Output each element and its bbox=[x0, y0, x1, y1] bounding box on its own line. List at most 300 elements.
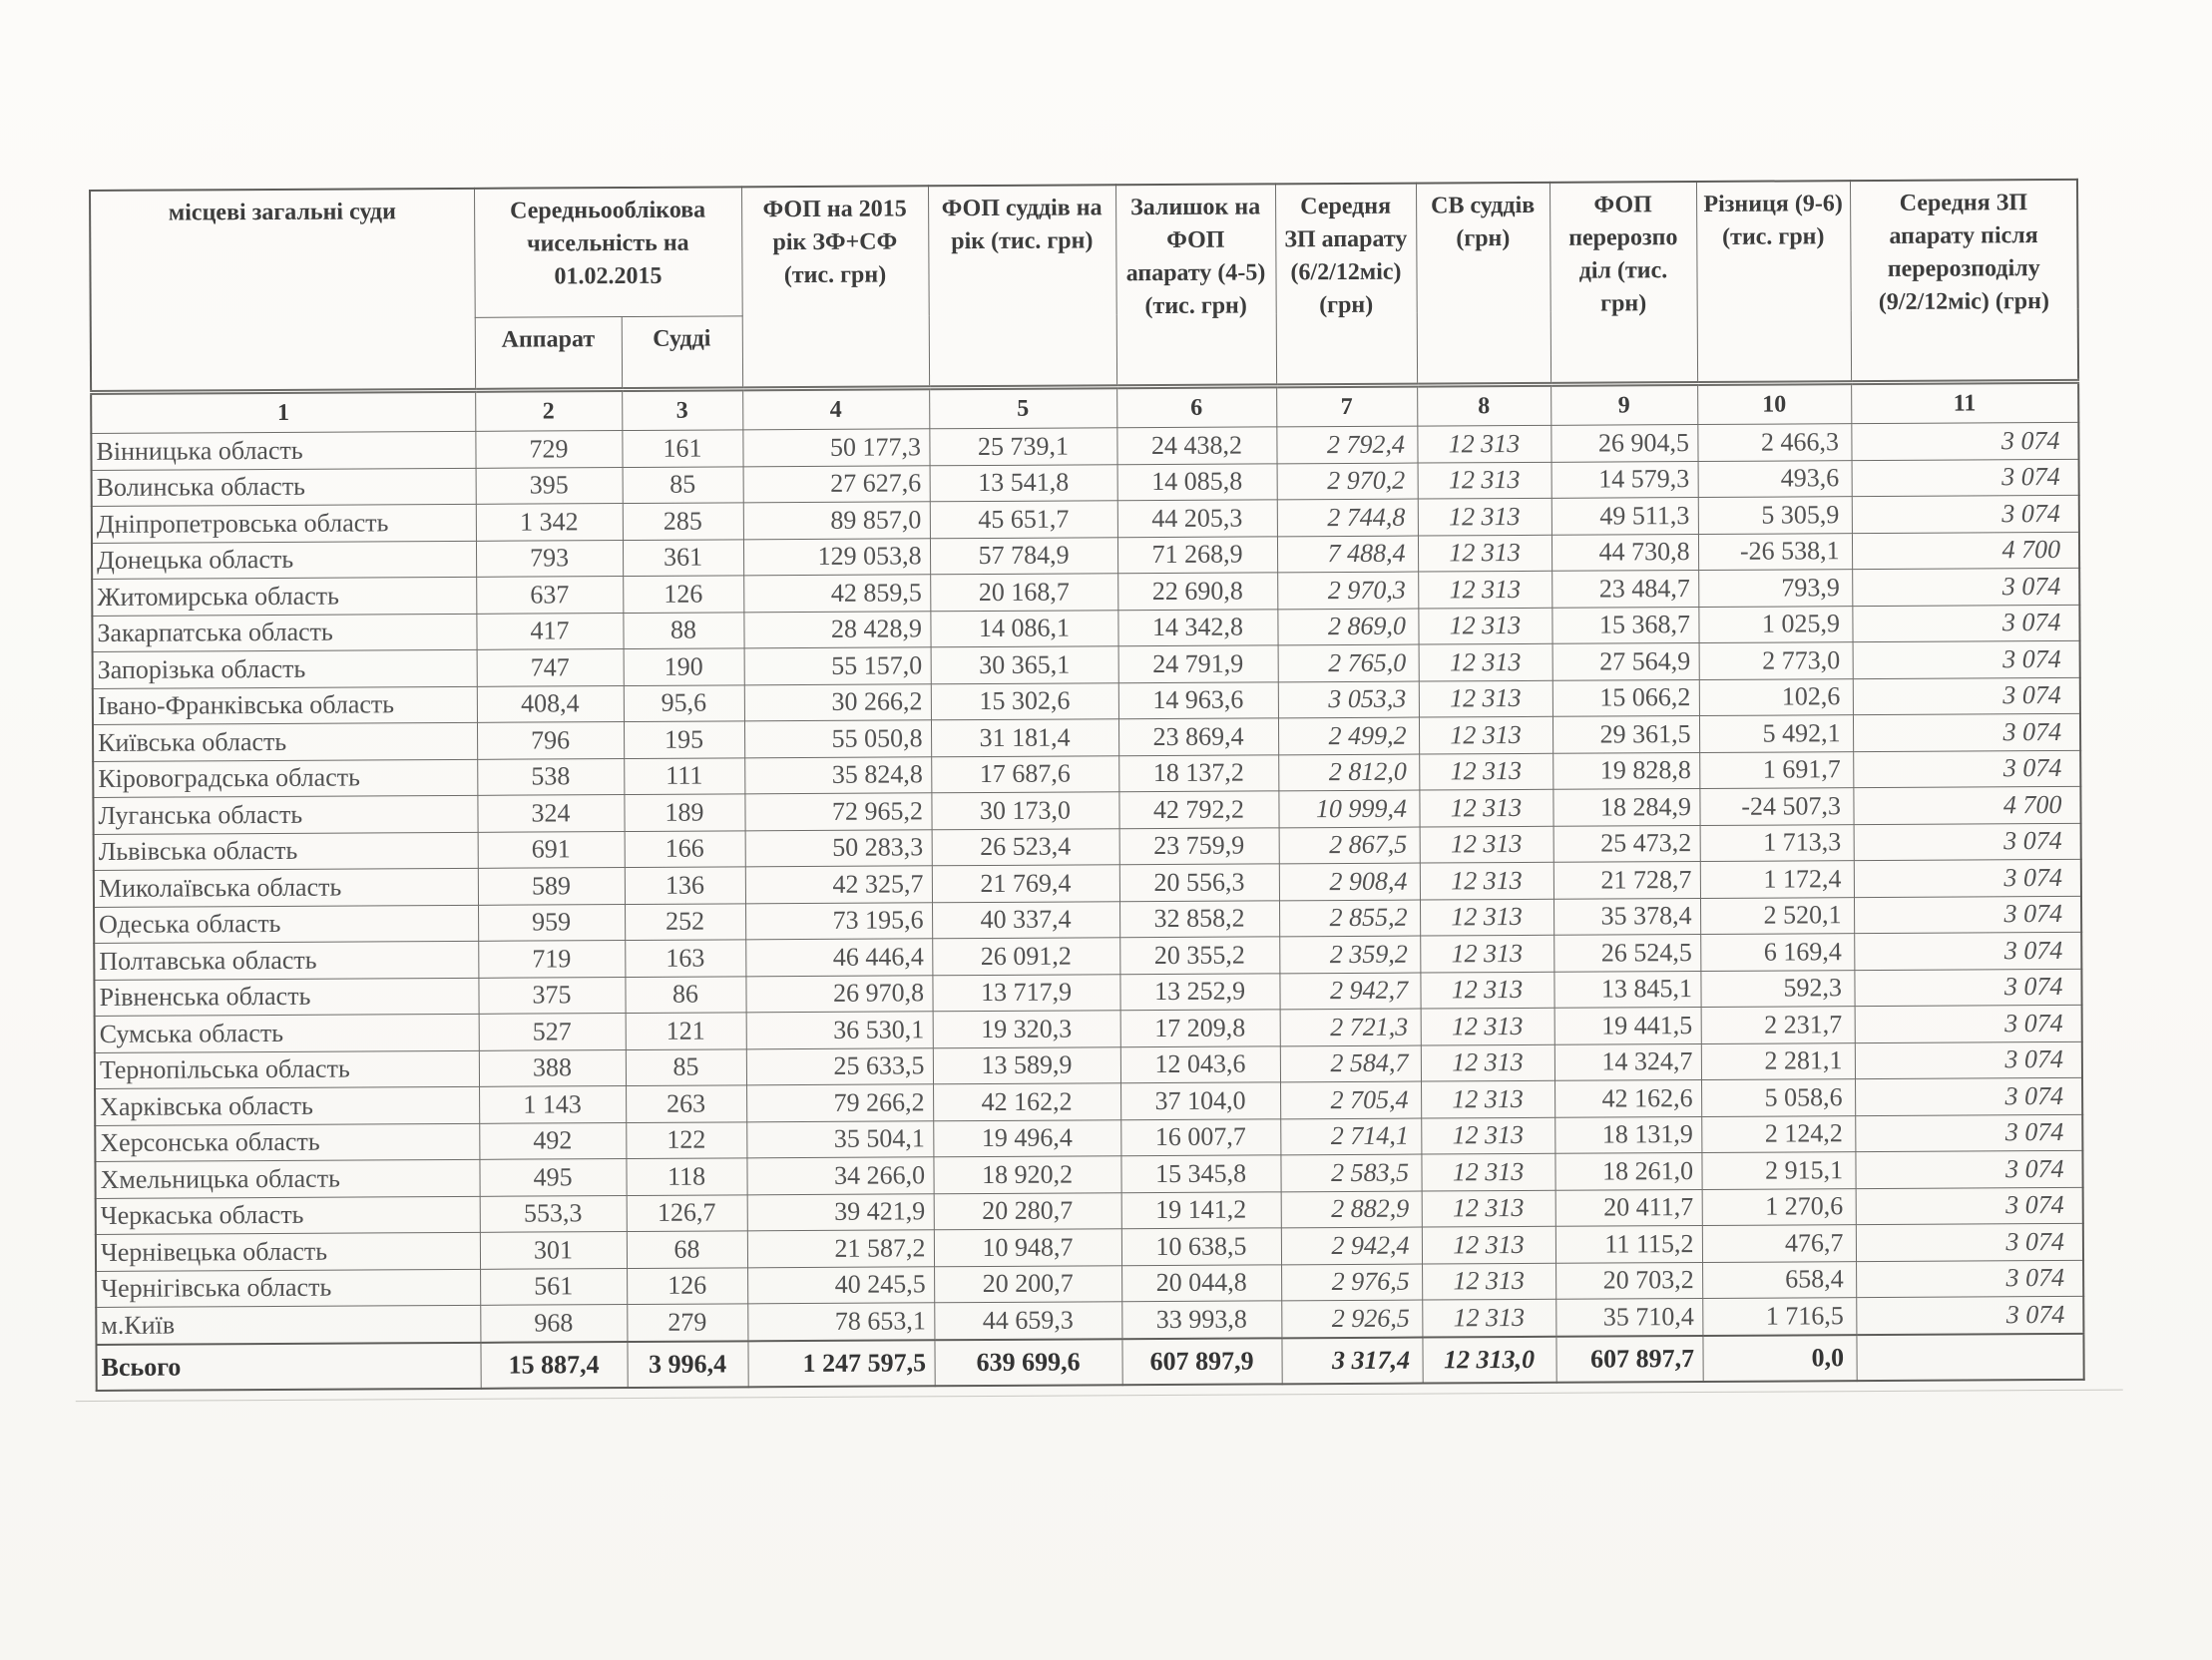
value-cell: 12 313 bbox=[1418, 608, 1551, 644]
value-cell: 18 137,2 bbox=[1118, 754, 1278, 791]
value-cell: 73 195,6 bbox=[745, 902, 932, 940]
value-cell: 607 897,7 bbox=[1555, 1335, 1702, 1382]
value-cell: 12 313 bbox=[1419, 753, 1552, 790]
region-name: Запорізька область bbox=[93, 649, 477, 688]
value-cell: 3 074 bbox=[1854, 969, 2081, 1007]
value-cell: 6 169,4 bbox=[1700, 934, 1854, 971]
value-cell: 34 266,0 bbox=[746, 1157, 933, 1195]
value-cell: 27 627,6 bbox=[743, 465, 930, 503]
value-cell: 2 976,5 bbox=[1281, 1264, 1422, 1301]
value-cell: 747 bbox=[477, 649, 624, 686]
value-cell: 35 504,1 bbox=[746, 1120, 933, 1158]
value-cell: 3 074 bbox=[1855, 1114, 2082, 1152]
value-cell: 2 231,7 bbox=[1701, 1007, 1855, 1043]
value-cell: 26 524,5 bbox=[1553, 934, 1700, 971]
value-cell: 35 824,8 bbox=[744, 756, 931, 794]
total-row bbox=[96, 1333, 2083, 1390]
header-judges: Судді bbox=[622, 316, 742, 390]
value-cell: 3 074 bbox=[1853, 750, 2080, 788]
value-cell: 126 bbox=[623, 576, 743, 613]
value-cell: 21 728,7 bbox=[1553, 861, 1700, 898]
value-cell: 18 261,0 bbox=[1554, 1152, 1701, 1189]
value-cell: 37 104,0 bbox=[1120, 1082, 1280, 1119]
region-name: Сумська область bbox=[95, 1014, 479, 1052]
value-cell: 3 074 bbox=[1853, 713, 2080, 751]
value-cell: 1 716,5 bbox=[1702, 1298, 1856, 1336]
value-cell: 2 942,7 bbox=[1279, 973, 1420, 1010]
value-cell: 23 759,9 bbox=[1119, 827, 1279, 864]
region-name: м.Київ bbox=[96, 1305, 480, 1344]
column-number-cell: 4 bbox=[742, 388, 929, 430]
region-name: Хмельницька область bbox=[95, 1159, 479, 1198]
value-cell: 14 086,1 bbox=[930, 610, 1117, 647]
value-cell: 85 bbox=[623, 466, 743, 503]
value-cell: 15 368,7 bbox=[1551, 607, 1698, 643]
value-cell: 12 313 bbox=[1418, 571, 1551, 608]
value-cell: 324 bbox=[477, 795, 624, 832]
value-cell: 44 205,3 bbox=[1117, 500, 1277, 537]
value-cell: 25 633,5 bbox=[746, 1047, 933, 1085]
value-cell: 3 074 bbox=[1852, 495, 2079, 533]
value-cell: 2 744,8 bbox=[1277, 499, 1418, 536]
value-cell: 263 bbox=[626, 1085, 746, 1122]
value-cell: 78 653,1 bbox=[747, 1303, 934, 1341]
value-cell: 36 530,1 bbox=[746, 1012, 933, 1049]
value-cell: 1 691,7 bbox=[1699, 751, 1853, 788]
value-cell: 2 520,1 bbox=[1700, 897, 1854, 934]
value-cell: 2 359,2 bbox=[1279, 936, 1420, 973]
value-cell: 39 421,9 bbox=[747, 1193, 934, 1231]
value-cell: 20 168,7 bbox=[930, 574, 1117, 612]
courts-payroll-table bbox=[89, 179, 2085, 1392]
value-cell: 15 345,8 bbox=[1120, 1155, 1280, 1192]
value-cell: 2 705,4 bbox=[1280, 1081, 1421, 1118]
value-cell: 72 965,2 bbox=[744, 793, 931, 831]
value-cell: 2 721,3 bbox=[1280, 1009, 1421, 1045]
value-cell: 1 143 bbox=[479, 1086, 626, 1123]
value-cell: 31 181,4 bbox=[931, 719, 1118, 757]
value-cell: 21 587,2 bbox=[747, 1230, 934, 1268]
value-cell: 3 053,3 bbox=[1278, 681, 1419, 718]
header-row-main bbox=[90, 180, 2078, 320]
value-cell: 118 bbox=[626, 1158, 746, 1195]
value-cell: 85 bbox=[626, 1048, 746, 1085]
value-cell: -24 507,3 bbox=[1699, 788, 1853, 825]
value-cell: 12 313 bbox=[1419, 680, 1552, 717]
value-cell: 18 131,9 bbox=[1554, 1116, 1701, 1153]
value-cell: 35 710,4 bbox=[1555, 1298, 1702, 1336]
value-cell: 658,4 bbox=[1702, 1261, 1856, 1298]
value-cell: 26 091,2 bbox=[932, 938, 1119, 976]
value-cell: 493,6 bbox=[1698, 460, 1852, 497]
value-cell: 55 157,0 bbox=[744, 647, 931, 685]
value-cell: 15 066,2 bbox=[1552, 679, 1699, 716]
region-name: Чернівецька область bbox=[96, 1232, 480, 1271]
value-cell bbox=[1856, 1333, 2083, 1380]
value-cell: 3 074 bbox=[1854, 896, 2081, 934]
value-cell: 2 970,2 bbox=[1277, 463, 1418, 500]
scan-tilt-wrapper bbox=[89, 179, 2083, 1392]
region-name: Закарпатська область bbox=[92, 614, 476, 652]
region-name: Київська область bbox=[93, 722, 477, 761]
value-cell: 589 bbox=[478, 868, 625, 905]
region-name: Херсонська область bbox=[95, 1123, 479, 1162]
value-cell: 2 499,2 bbox=[1278, 717, 1419, 754]
value-cell: 190 bbox=[624, 648, 744, 685]
value-cell: 35 378,4 bbox=[1553, 898, 1700, 935]
value-cell: 20 703,2 bbox=[1555, 1262, 1702, 1299]
value-cell: 3 074 bbox=[1856, 1260, 2083, 1298]
value-cell: 40 337,4 bbox=[932, 901, 1119, 939]
value-cell: 1 247 597,5 bbox=[747, 1340, 934, 1387]
value-cell: 161 bbox=[622, 430, 742, 467]
value-cell: 102,6 bbox=[1699, 678, 1853, 715]
value-cell: 32 858,2 bbox=[1119, 900, 1279, 937]
value-cell: 691 bbox=[478, 831, 625, 868]
value-cell: 163 bbox=[625, 940, 745, 977]
value-cell: 50 177,3 bbox=[742, 429, 929, 467]
value-cell: 1 025,9 bbox=[1698, 606, 1852, 642]
value-cell: 45 651,7 bbox=[930, 501, 1117, 539]
value-cell: 86 bbox=[625, 976, 745, 1013]
value-cell: 2 908,4 bbox=[1279, 863, 1420, 900]
value-cell: 408,4 bbox=[477, 685, 624, 722]
value-cell: 12 313 bbox=[1418, 462, 1551, 499]
value-cell: 22 690,8 bbox=[1117, 573, 1277, 610]
region-name: Миколаївська область bbox=[94, 868, 478, 907]
value-cell: 12 313 bbox=[1422, 1190, 1555, 1227]
value-cell: 12 313 bbox=[1420, 862, 1553, 899]
region-name: Івано-Франківська область bbox=[93, 686, 477, 725]
value-cell: 19 496,4 bbox=[933, 1119, 1120, 1157]
value-cell: 13 252,9 bbox=[1119, 973, 1279, 1010]
value-cell: 18 284,9 bbox=[1552, 788, 1699, 825]
value-cell: 15 887,4 bbox=[480, 1342, 627, 1389]
value-cell: 14 085,8 bbox=[1117, 463, 1277, 500]
value-cell: 729 bbox=[475, 431, 622, 468]
value-cell: 15 302,6 bbox=[931, 682, 1118, 720]
value-cell: 3 317,4 bbox=[1281, 1337, 1422, 1384]
value-cell: 42 792,2 bbox=[1118, 791, 1278, 828]
value-cell: 55 050,8 bbox=[744, 720, 931, 758]
value-cell: 20 280,7 bbox=[934, 1192, 1121, 1230]
value-cell: 2 867,5 bbox=[1279, 827, 1420, 864]
value-cell: 24 438,2 bbox=[1116, 427, 1276, 464]
value-cell: 2 773,0 bbox=[1699, 642, 1853, 679]
value-cell: 30 266,2 bbox=[744, 683, 931, 721]
value-cell: 2 915,1 bbox=[1701, 1152, 1855, 1189]
value-cell: 279 bbox=[627, 1304, 747, 1342]
column-number-cell: 9 bbox=[1550, 383, 1697, 425]
header-avg-salary: Середня ЗП апарату (6/2/12міс) (грн) bbox=[1275, 184, 1417, 386]
value-cell: 14 963,6 bbox=[1118, 681, 1278, 718]
value-cell: 285 bbox=[623, 503, 743, 540]
region-name: Львівська область bbox=[94, 832, 478, 871]
value-cell: 88 bbox=[623, 612, 743, 648]
value-cell: 12 313 bbox=[1417, 425, 1550, 462]
value-cell: 13 589,9 bbox=[933, 1046, 1120, 1084]
value-cell: 68 bbox=[627, 1231, 747, 1268]
region-name: Чернігівська область bbox=[96, 1269, 480, 1308]
value-cell: -26 538,1 bbox=[1698, 533, 1852, 570]
value-cell: 30 365,1 bbox=[931, 646, 1118, 684]
value-cell: 793,9 bbox=[1698, 570, 1852, 607]
value-cell: 13 541,8 bbox=[930, 464, 1117, 502]
value-cell: 637 bbox=[476, 577, 623, 614]
value-cell: 2 970,3 bbox=[1277, 572, 1418, 609]
region-name: Харківська область bbox=[95, 1086, 479, 1125]
value-cell: 3 074 bbox=[1854, 859, 2081, 897]
value-cell: 17 687,6 bbox=[931, 755, 1118, 793]
region-name: Полтавська область bbox=[94, 941, 478, 980]
table-header bbox=[90, 180, 2078, 434]
value-cell: 3 074 bbox=[1856, 1296, 2083, 1334]
value-cell: 27 564,9 bbox=[1552, 642, 1699, 679]
value-cell: 42 325,7 bbox=[745, 866, 932, 904]
value-cell: 5 492,1 bbox=[1699, 715, 1853, 752]
value-cell: 14 324,7 bbox=[1554, 1043, 1701, 1080]
value-cell: 23 869,4 bbox=[1118, 718, 1278, 755]
header-avg-salary-after: Середня ЗП апарату після перерозподілу (9/2/12міс) (грн) bbox=[1850, 180, 2078, 383]
value-cell: 495 bbox=[479, 1159, 626, 1196]
value-cell: 5 058,6 bbox=[1701, 1079, 1855, 1116]
value-cell: 2 584,7 bbox=[1280, 1045, 1421, 1082]
value-cell: 57 784,9 bbox=[930, 537, 1117, 575]
value-cell: 195 bbox=[624, 721, 744, 758]
value-cell: 3 074 bbox=[1856, 1187, 2083, 1225]
value-cell: 25 473,2 bbox=[1553, 825, 1700, 862]
value-cell: 89 857,0 bbox=[743, 502, 930, 540]
value-cell: 3 074 bbox=[1854, 823, 2081, 861]
scan-ghost-line bbox=[76, 1389, 2123, 1401]
value-cell: 20 044,8 bbox=[1121, 1264, 1281, 1301]
value-cell: 527 bbox=[479, 1014, 626, 1050]
value-cell: 476,7 bbox=[1702, 1225, 1856, 1262]
header-fop-balance: Залишок на ФОП апарату (4-5) (тис. грн) bbox=[1115, 184, 1276, 386]
value-cell: 12 313 bbox=[1422, 1226, 1555, 1263]
header-courts: місцеві загальні суди bbox=[90, 189, 475, 393]
value-cell: 33 993,8 bbox=[1121, 1301, 1281, 1339]
region-name: Волинська область bbox=[92, 468, 476, 507]
value-cell: 26 970,8 bbox=[745, 975, 932, 1013]
column-number-cell: 3 bbox=[622, 389, 742, 431]
value-cell: 13 717,9 bbox=[932, 974, 1119, 1012]
column-number-cell: 1 bbox=[91, 390, 475, 433]
value-cell: 23 484,7 bbox=[1551, 570, 1698, 607]
value-cell: 189 bbox=[624, 794, 744, 831]
value-cell: 12 313 bbox=[1420, 899, 1553, 936]
region-name: Дніпропетровська область bbox=[92, 504, 476, 543]
value-cell: 16 007,7 bbox=[1120, 1118, 1280, 1155]
value-cell: 12 313 bbox=[1421, 1117, 1554, 1154]
value-cell: 5 305,9 bbox=[1698, 497, 1852, 534]
value-cell: 20 411,7 bbox=[1555, 1189, 1702, 1226]
value-cell: 793 bbox=[476, 540, 623, 577]
value-cell: 40 245,5 bbox=[747, 1266, 934, 1304]
value-cell: 10 638,5 bbox=[1121, 1228, 1281, 1265]
value-cell: 3 074 bbox=[1851, 422, 2078, 460]
value-cell: 3 074 bbox=[1854, 932, 2081, 970]
value-cell: 30 173,0 bbox=[931, 792, 1118, 830]
value-cell: 2 812,0 bbox=[1278, 754, 1419, 791]
value-cell: 111 bbox=[624, 757, 744, 794]
region-name: Вінницька область bbox=[91, 431, 475, 470]
value-cell: 166 bbox=[625, 830, 745, 867]
value-cell: 2 466,3 bbox=[1697, 424, 1851, 461]
region-name: Кіровоградська область bbox=[93, 759, 477, 798]
value-cell: 20 556,3 bbox=[1119, 864, 1279, 901]
value-cell: 553,3 bbox=[480, 1195, 627, 1232]
value-cell: 592,3 bbox=[1700, 970, 1854, 1007]
value-cell: 959 bbox=[478, 904, 625, 941]
header-fop-2015: ФОП на 2015 рік ЗФ+СФ (тис. грн) bbox=[741, 186, 929, 389]
value-cell: 122 bbox=[626, 1121, 746, 1158]
value-cell: 796 bbox=[477, 722, 624, 759]
value-cell: 1 172,4 bbox=[1700, 861, 1854, 898]
value-cell: 12 313 bbox=[1419, 643, 1552, 680]
value-cell: 21 769,4 bbox=[932, 865, 1119, 903]
value-cell: 3 074 bbox=[1855, 1041, 2082, 1079]
value-cell: 19 141,2 bbox=[1121, 1191, 1281, 1228]
value-cell: 538 bbox=[477, 758, 624, 795]
value-cell: 50 283,3 bbox=[745, 829, 932, 867]
value-cell: 12 313 bbox=[1422, 1299, 1555, 1337]
column-number-cell: 8 bbox=[1417, 384, 1550, 426]
value-cell: 3 074 bbox=[1852, 459, 2079, 497]
column-number-cell: 11 bbox=[1851, 381, 2078, 423]
value-cell: 2 583,5 bbox=[1280, 1154, 1421, 1191]
value-cell: 2 926,5 bbox=[1281, 1300, 1422, 1338]
value-cell: 719 bbox=[478, 941, 625, 978]
value-cell: 29 361,5 bbox=[1552, 715, 1699, 752]
header-fop-judges: ФОП суддів на рік (тис. грн) bbox=[928, 185, 1116, 388]
value-cell: 136 bbox=[625, 867, 745, 904]
value-cell: 12 313,0 bbox=[1422, 1336, 1555, 1383]
column-number-cell: 7 bbox=[1276, 385, 1417, 427]
value-cell: 3 074 bbox=[1853, 677, 2080, 715]
value-cell: 4 700 bbox=[1852, 532, 2079, 570]
value-cell: 42 162,6 bbox=[1554, 1079, 1701, 1116]
value-cell: 11 115,2 bbox=[1555, 1225, 1702, 1262]
value-cell: 46 446,4 bbox=[745, 939, 932, 977]
value-cell: 3 074 bbox=[1856, 1223, 2083, 1261]
value-cell: 3 074 bbox=[1852, 605, 2079, 642]
value-cell: 79 266,2 bbox=[746, 1084, 933, 1122]
value-cell: 19 320,3 bbox=[933, 1011, 1120, 1048]
value-cell: 12 313 bbox=[1420, 972, 1553, 1009]
value-cell: 375 bbox=[478, 977, 625, 1014]
value-cell: 42 162,2 bbox=[933, 1083, 1120, 1121]
table-body bbox=[91, 422, 2083, 1390]
value-cell: 12 043,6 bbox=[1120, 1045, 1280, 1082]
column-number-cell: 5 bbox=[929, 387, 1116, 429]
value-cell: 561 bbox=[480, 1268, 627, 1305]
value-cell: 17 209,8 bbox=[1120, 1010, 1280, 1046]
value-cell: 20 200,7 bbox=[934, 1265, 1121, 1303]
value-cell: 2 281,1 bbox=[1701, 1042, 1855, 1079]
value-cell: 417 bbox=[476, 613, 623, 649]
region-name: Луганська область bbox=[93, 795, 477, 834]
value-cell: 12 313 bbox=[1418, 535, 1551, 572]
value-cell: 607 897,9 bbox=[1121, 1338, 1281, 1385]
value-cell: 492 bbox=[479, 1122, 626, 1159]
value-cell: 3 074 bbox=[1855, 1077, 2082, 1115]
value-cell: 44 730,8 bbox=[1551, 534, 1698, 571]
value-cell: 395 bbox=[476, 467, 623, 504]
value-cell: 3 996,4 bbox=[627, 1341, 747, 1388]
value-cell: 12 313 bbox=[1421, 1080, 1554, 1117]
value-cell: 2 855,2 bbox=[1279, 900, 1420, 937]
value-cell: 126,7 bbox=[627, 1194, 747, 1231]
region-name: Тернопільська область bbox=[95, 1050, 479, 1089]
value-cell: 20 355,2 bbox=[1119, 937, 1279, 974]
value-cell: 49 511,3 bbox=[1551, 497, 1698, 534]
header-avg-number-group: Середньооблікова чисельність на 01.02.2015 bbox=[474, 187, 742, 317]
value-cell: 2 714,1 bbox=[1280, 1118, 1421, 1155]
region-name: Житомирська область bbox=[92, 577, 476, 616]
value-cell: 121 bbox=[626, 1013, 746, 1049]
value-cell: 1 713,3 bbox=[1700, 824, 1854, 861]
value-cell: 639 699,6 bbox=[934, 1339, 1121, 1386]
value-cell: 18 920,2 bbox=[933, 1156, 1120, 1194]
value-cell: 24 791,9 bbox=[1118, 645, 1278, 682]
value-cell: 0,0 bbox=[1702, 1335, 1856, 1382]
value-cell: 71 268,9 bbox=[1117, 536, 1277, 573]
region-name: Одеська область bbox=[94, 905, 478, 944]
header-difference: Різниця (9-6) (тис. грн) bbox=[1696, 181, 1851, 383]
value-cell: 301 bbox=[480, 1232, 627, 1269]
column-number-cell: 2 bbox=[475, 390, 622, 432]
column-number-cell: 6 bbox=[1116, 386, 1276, 428]
value-cell: 12 313 bbox=[1419, 789, 1552, 826]
value-cell: 388 bbox=[479, 1049, 626, 1086]
region-name: Донецька область bbox=[92, 541, 476, 580]
value-cell: 252 bbox=[625, 903, 745, 940]
value-cell: 19 828,8 bbox=[1552, 752, 1699, 789]
value-cell: 361 bbox=[623, 539, 743, 576]
value-cell: 42 859,5 bbox=[743, 575, 930, 613]
value-cell: 1 270,6 bbox=[1702, 1188, 1856, 1225]
value-cell: 12 313 bbox=[1419, 716, 1552, 753]
value-cell: 129 053,8 bbox=[743, 538, 930, 576]
value-cell: 14 579,3 bbox=[1551, 461, 1698, 498]
value-cell: 26 904,5 bbox=[1550, 424, 1697, 461]
column-number-cell: 10 bbox=[1697, 383, 1851, 425]
value-cell: 12 313 bbox=[1421, 1008, 1554, 1044]
value-cell: 12 313 bbox=[1422, 1263, 1555, 1300]
value-cell: 12 313 bbox=[1420, 826, 1553, 863]
value-cell: 2 869,0 bbox=[1277, 609, 1418, 645]
header-sv-judges: СВ суддів (грн) bbox=[1416, 183, 1550, 385]
value-cell: 3 074 bbox=[1855, 1005, 2082, 1042]
value-cell: 2 882,9 bbox=[1281, 1191, 1422, 1228]
value-cell: 44 659,3 bbox=[934, 1302, 1121, 1340]
value-cell: 3 074 bbox=[1853, 640, 2080, 678]
value-cell: 12 313 bbox=[1420, 935, 1553, 972]
value-cell: 2 124,2 bbox=[1701, 1115, 1855, 1152]
value-cell: 1 342 bbox=[476, 504, 623, 541]
value-cell: 26 523,4 bbox=[932, 828, 1119, 866]
value-cell: 2 765,0 bbox=[1278, 644, 1419, 681]
value-cell: 7 488,4 bbox=[1277, 536, 1418, 573]
value-cell: 12 313 bbox=[1421, 1044, 1554, 1081]
value-cell: 2 792,4 bbox=[1276, 426, 1417, 463]
value-cell: 968 bbox=[480, 1305, 627, 1343]
value-cell: 2 942,4 bbox=[1281, 1227, 1422, 1264]
value-cell: 4 700 bbox=[1853, 786, 2080, 824]
value-cell: 14 342,8 bbox=[1117, 609, 1277, 645]
value-cell: 13 845,1 bbox=[1553, 971, 1700, 1008]
